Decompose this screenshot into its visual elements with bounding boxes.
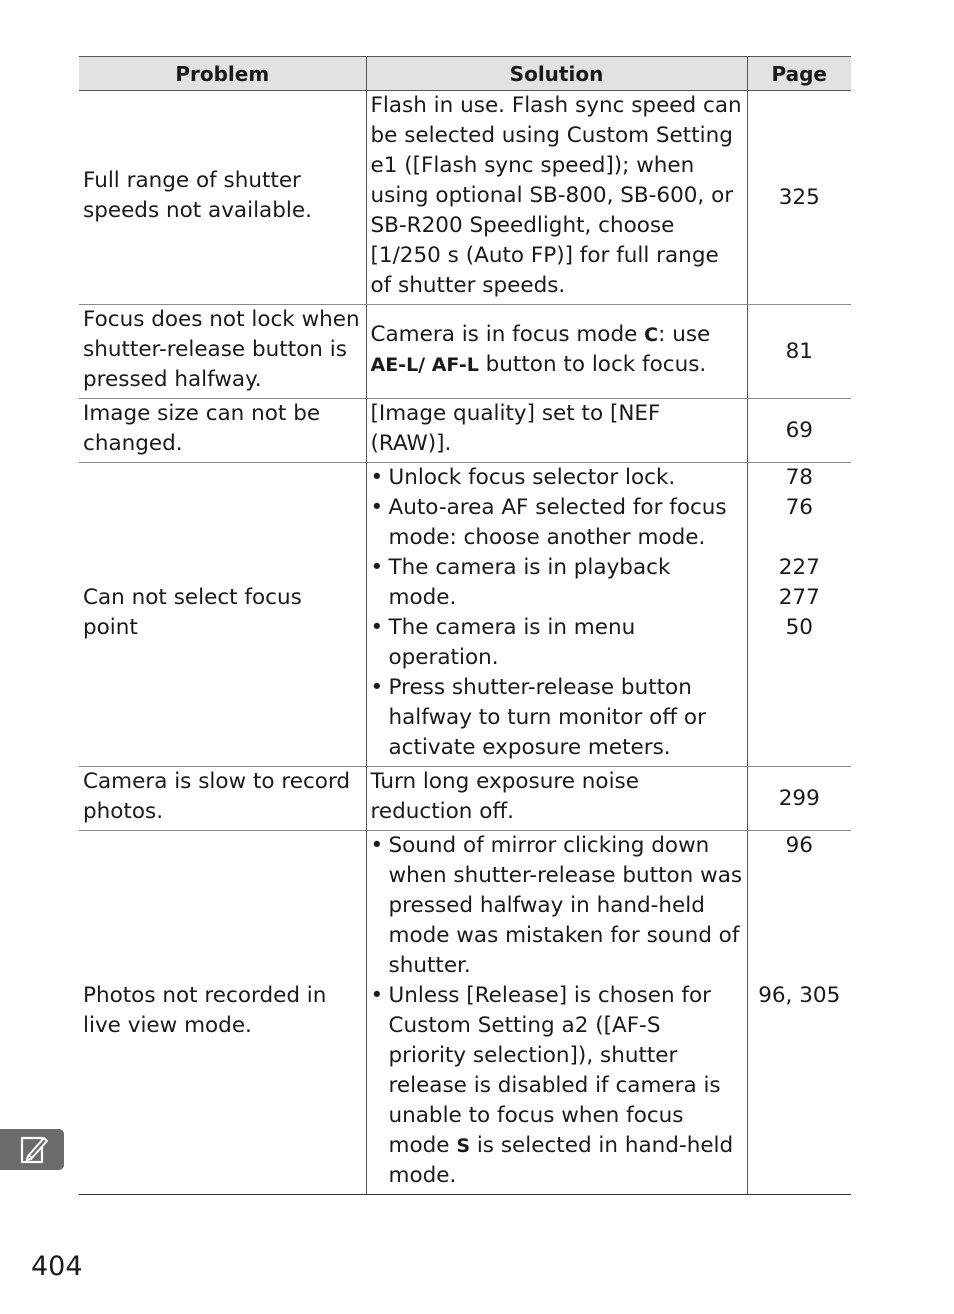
troubleshooting-pencil-icon [19, 1135, 49, 1165]
page-ref: 76 [785, 495, 813, 520]
page-number: 404 [31, 1251, 83, 1282]
page-cell: 69 [747, 399, 851, 463]
list-item [371, 981, 743, 1191]
solution-cell: [Image quality] set to [NEF (RAW)]. [366, 399, 747, 463]
solution-text: button to lock focus. [478, 352, 707, 377]
focus-mode-c-key: C [644, 324, 659, 346]
solution-text: is selected in hand-held mode. [388, 1133, 734, 1188]
solution-text: : use [658, 322, 711, 347]
problem-cell: Photos not recorded in live view mode. [79, 831, 366, 1195]
problem-cell: Focus does not lock when shutter-release button is pressed halfway. [79, 305, 366, 399]
table-row [79, 305, 851, 399]
page-ref: 50 [785, 615, 813, 640]
solution-cell [366, 463, 747, 767]
problem-cell: Image size can not be changed. [79, 399, 366, 463]
page-cell: 81 [747, 305, 851, 399]
list-item: • The camera is in playback mode. [371, 553, 743, 613]
solution-cell: Turn long exposure noise reduction off. [366, 767, 747, 831]
table-row [79, 91, 851, 305]
troubleshooting-table [79, 56, 851, 1195]
list-item: • Sound of mirror clicking down when shutter-release button was pressed halfway in hand-held mode was mistaken for sound of shutter. [371, 831, 743, 981]
table-row [79, 399, 851, 463]
page-cell [747, 463, 851, 767]
solution-cell [366, 831, 747, 1195]
solution-list [371, 831, 743, 1191]
problem-cell: Full range of shutter speeds not available. [79, 91, 366, 305]
page-ref: 96 [785, 833, 813, 858]
solution-cell [366, 305, 747, 399]
solution-cell: Flash in use. Flash sync speed can be selected using Custom Setting e1 ([Flash sync speed]); when using optional SB-800, SB-600, or SB-R200 Speedlight, choose [1/250 s (Auto FP)] for full range of shutter speeds. [366, 91, 747, 305]
solution-text: Camera is in focus mode [370, 322, 645, 347]
page-cell [747, 831, 851, 1195]
header-problem: Problem [79, 57, 366, 91]
header-solution: Solution [366, 57, 747, 91]
table-row [79, 767, 851, 831]
page-cell: 325 [747, 91, 851, 305]
page-ref: 277 [778, 585, 820, 610]
list-item: • Unlock focus selector lock. [371, 463, 743, 493]
page-ref: 227 [778, 555, 820, 580]
list-item: • Auto-area AF selected for focus mode: choose another mode. [371, 493, 743, 553]
solution-text: Unless [Release] is chosen for Custom Setting a2 ([AF-S priority selection]), shutter release is disabled if camera is unable to focus when focus mode [388, 983, 721, 1158]
page-cell: 299 [747, 767, 851, 831]
table-row [79, 831, 851, 1195]
header-page: Page [747, 57, 851, 91]
problem-cell: Camera is slow to record photos. [79, 767, 366, 831]
ae-l-af-l-button-key: AE-L/ AF-L [370, 354, 479, 376]
troubleshooting-section-tab[interactable] [0, 1129, 64, 1170]
page-ref: 96, 305 [758, 983, 841, 1008]
list-item: • The camera is in menu operation. [371, 613, 743, 673]
solution-list [371, 463, 743, 763]
list-item: • Press shutter-release button halfway to turn monitor off or activate exposure meters. [371, 673, 743, 763]
table-row [79, 463, 851, 767]
focus-mode-s-key: S [456, 1135, 470, 1157]
problem-cell: Can not select focus point [79, 463, 366, 767]
table-header-row [79, 57, 851, 91]
page-ref: 78 [785, 465, 813, 490]
